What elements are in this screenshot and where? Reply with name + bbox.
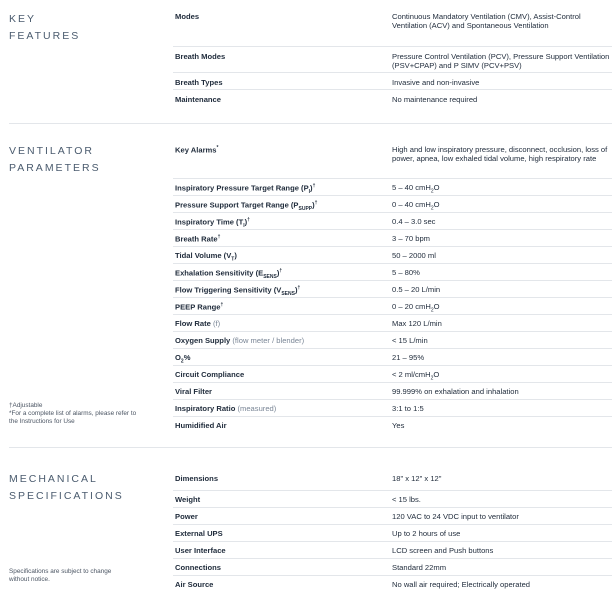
title-line: MECHANICAL bbox=[9, 473, 98, 485]
spec-value: 3:1 to 1:5 bbox=[392, 404, 424, 413]
spec-label: Connections bbox=[175, 563, 221, 572]
spec-label: Dimensions bbox=[175, 474, 219, 483]
spec-label: Modes bbox=[175, 12, 200, 21]
spec-row bbox=[173, 508, 612, 525]
spec-label: $O_2\%$ bbox=[175, 353, 191, 365]
spec-row bbox=[173, 298, 612, 315]
spec-value: No wall air required; Electrically operated bbox=[392, 580, 531, 589]
spec-value: High and low inspiratory pressure, disconnect, occlusion, loss of power, apnea, low exhaled tidal volume, high respiratory rate bbox=[392, 145, 608, 163]
spec-label: Power bbox=[175, 512, 198, 521]
spec-label: Breath Types bbox=[175, 78, 223, 87]
footnote bbox=[9, 402, 139, 426]
spec-row bbox=[173, 12, 612, 47]
spec-row bbox=[173, 90, 612, 107]
spec-label: Inspiratory Ratio (measured) bbox=[175, 404, 277, 413]
spec-row bbox=[173, 213, 612, 230]
spec-row bbox=[173, 196, 612, 213]
spec-row bbox=[173, 315, 612, 332]
section-title bbox=[9, 143, 101, 177]
spec-label: Breath Rate† bbox=[175, 234, 221, 244]
spec-label: Viral Filter bbox=[175, 387, 213, 396]
spec-row bbox=[173, 474, 612, 491]
spec-row bbox=[173, 542, 612, 559]
spec-value: < 15 L/min bbox=[392, 336, 428, 345]
title-line: FEATURES bbox=[9, 30, 81, 42]
spec-label: Oxygen Supply (flow meter / blender) bbox=[175, 336, 305, 345]
spec-value: 0 – 20 cmH$_2$O bbox=[392, 302, 440, 314]
spec-label: Breath Modes bbox=[175, 52, 226, 61]
note-line: *For a complete list of alarms, please refer to the Instructions for Use bbox=[9, 410, 137, 425]
spec-label: Inspiratory Pressure Target Range $(P_I)^\dagger$ bbox=[175, 183, 316, 196]
spec-label: Humidified Air bbox=[175, 421, 227, 430]
spec-row bbox=[173, 417, 612, 434]
section-divider bbox=[9, 447, 612, 448]
spec-value: Max 120 L/min bbox=[392, 319, 442, 328]
spec-row bbox=[173, 332, 612, 349]
spec-value: 5 – 80% bbox=[392, 268, 420, 277]
spec-row bbox=[173, 264, 612, 281]
spec-row bbox=[173, 281, 612, 298]
spec-row bbox=[173, 491, 612, 508]
section-title bbox=[9, 11, 80, 45]
title-line: KEY bbox=[9, 13, 37, 25]
spec-row bbox=[173, 349, 612, 366]
title-line: SPECIFICATIONS bbox=[9, 490, 124, 502]
spec-value: 0.4 – 3.0 sec bbox=[392, 217, 436, 226]
spec-table bbox=[173, 12, 612, 107]
title-line: VENTILATOR bbox=[9, 145, 94, 157]
spec-value: Standard 22mm bbox=[392, 563, 447, 572]
spec-table bbox=[173, 474, 612, 593]
spec-label: Key Alarms* bbox=[175, 145, 219, 155]
spec-row bbox=[173, 230, 612, 247]
spec-value: 99.999% on exhalation and inhalation bbox=[392, 387, 519, 396]
spec-row bbox=[173, 525, 612, 542]
spec-row bbox=[173, 400, 612, 417]
spec-row bbox=[173, 179, 612, 196]
spec-label: Weight bbox=[175, 495, 201, 504]
spec-label: Tidal Volume $(V_T)$ bbox=[175, 251, 237, 263]
spec-row bbox=[173, 383, 612, 400]
title-line: PARAMETERS bbox=[9, 162, 101, 174]
spec-label: Exhalation Sensitivity $(E_{SENS})^\dagger$ bbox=[175, 268, 283, 281]
spec-value: 21 – 95% bbox=[392, 353, 425, 362]
footnote: Specifications are subject to change without notice. bbox=[9, 568, 112, 583]
spec-label: Maintenance bbox=[175, 95, 221, 104]
spec-row bbox=[173, 47, 612, 73]
spec-row bbox=[173, 247, 612, 264]
spec-label: External UPS bbox=[175, 529, 223, 538]
spec-label: User Interface bbox=[175, 546, 226, 555]
spec-label: Inspiratory Time $(T_I)^\dagger$ bbox=[175, 217, 250, 230]
spec-value: LCD screen and Push buttons bbox=[392, 546, 494, 555]
note-line: †Adjustable bbox=[9, 402, 43, 409]
spec-value: < 2 ml/cmH$_2$O bbox=[392, 370, 440, 382]
spec-label: Flow Triggering Sensitivity $(V_{SENS})^\dagger$ bbox=[175, 285, 301, 298]
spec-value: Up to 2 hours of use bbox=[392, 529, 461, 538]
section-divider bbox=[9, 123, 612, 124]
spec-row bbox=[173, 576, 612, 593]
spec-value: 3 – 70 bpm bbox=[392, 234, 430, 243]
spec-row bbox=[173, 559, 612, 576]
spec-value: No maintenance required bbox=[392, 95, 478, 104]
spec-label: PEEP Range† bbox=[175, 302, 224, 312]
spec-label: Circuit Compliance bbox=[175, 370, 245, 379]
spec-value: Yes bbox=[392, 421, 405, 430]
spec-table bbox=[173, 145, 612, 434]
spec-value: 18" x 12" x 12" bbox=[392, 474, 442, 483]
spec-value: 5 – 40 cmH$_2$O bbox=[392, 183, 440, 195]
spec-value: < 15 lbs. bbox=[392, 495, 421, 504]
spec-value: 0.5 – 20 L/min bbox=[392, 285, 441, 294]
section-title bbox=[9, 471, 124, 505]
spec-label: Pressure Support Target Range $(P_{SUPP})^\dagger$ bbox=[175, 200, 318, 213]
spec-row bbox=[173, 366, 612, 383]
spec-label: Air Source bbox=[175, 580, 214, 589]
spec-label: Flow Rate (f) bbox=[175, 319, 221, 328]
spec-value: Invasive and non-invasive bbox=[392, 78, 480, 87]
spec-row bbox=[173, 145, 612, 179]
spec-row bbox=[173, 73, 612, 90]
spec-value: 120 VAC to 24 VDC input to ventilator bbox=[392, 512, 519, 521]
spec-value: Continuous Mandatory Ventilation (CMV), Assist-Control Ventilation (ACV) and Spontaneous Ventilation bbox=[392, 12, 581, 30]
spec-value: 0 – 40 cmH$_2$O bbox=[392, 200, 440, 212]
spec-value: 50 – 2000 ml bbox=[392, 251, 436, 260]
spec-value: Pressure Control Ventilation (PCV), Pressure Support Ventilation (PSV+CPAP) and P SIMV (PCV+PSV) bbox=[392, 52, 610, 70]
